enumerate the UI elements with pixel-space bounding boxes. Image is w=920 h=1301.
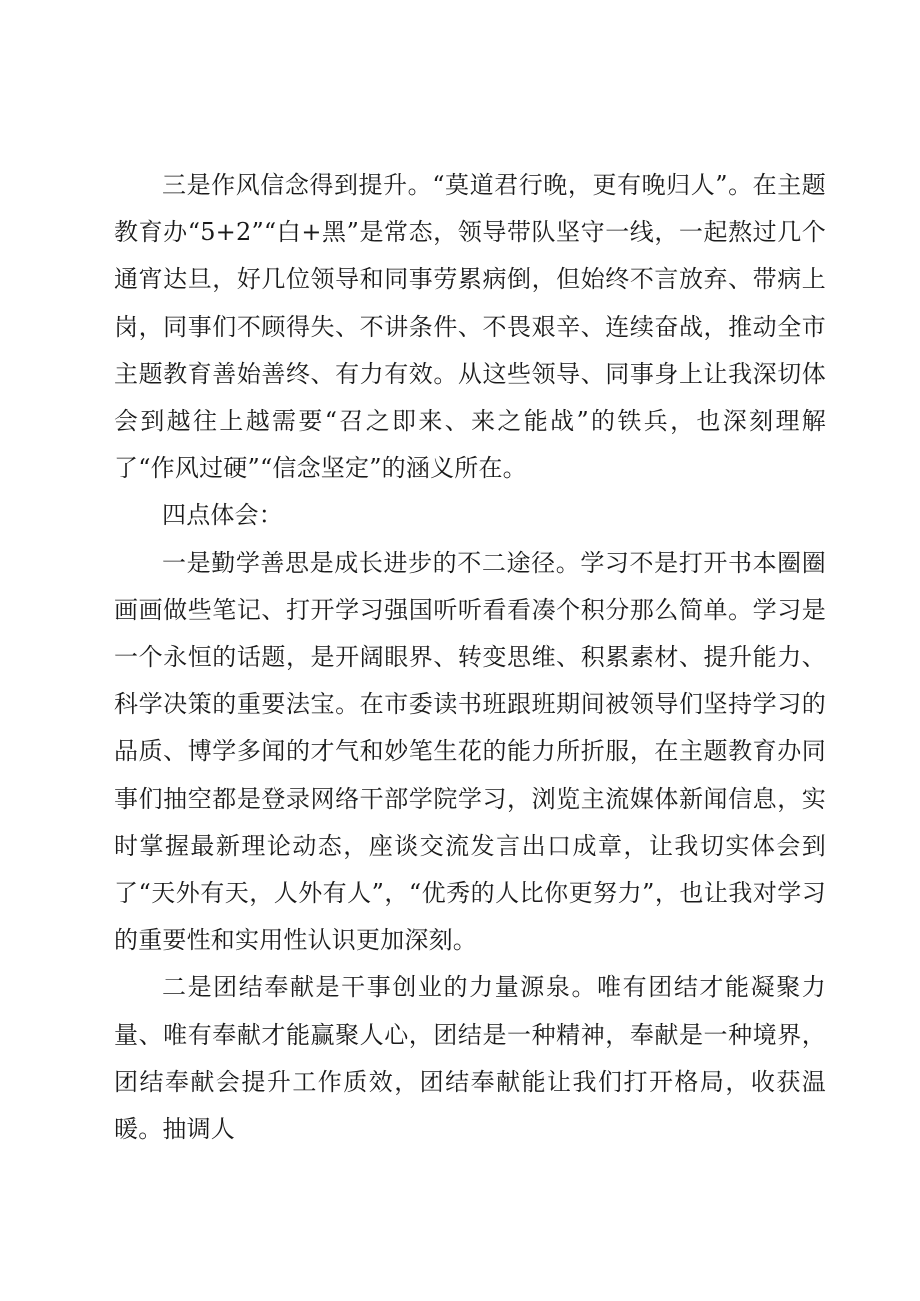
paragraph-diligent-study: 一是勤学善思是成长进步的不二途径。学习不是打开书本圈圈画画做些笔记、打开学习强国听听看看凑个积分那么简单。学习是一个永恒的话题，是开阔眼界、转变思维、积累素材、提升能力、科学决策的重要法宝。在市委读书班跟班期间被领导们坚持学习的品质、博学多闻的才气和妙笔生花的能力所折服，在主题教育办同事们抽空都是登录网络干部学院学习，浏览主流媒体新闻信息，实时掌握最新理论动态，座谈交流发言出口成章，让我切实体会到了“天外有天，人外有人”，“优秀的人比你更努力”，也让我对学习的重要性和实用性认识更加深刻。	[114, 548, 826, 955]
paragraph-work-style: 三是作风信念得到提升。“莫道君行晚，更有晚归人”。在主题教育办“5+2”“白+黑”是常态，领导带队坚守一线，一起熬过几个通宵达旦，好几位领导和同事劳累病倒，但始终不言放弃、带病上岗，同事们不顾得失、不讲条件、不畏艰辛、连续奋战，推动全市主题教育善始善终、有力有效。从这些领导、同事身上让我深切体会到越往上越需要“召之即来、来之能战”的铁兵，也深刻理解了“作风过硬”“信念坚定”的涵义所在。	[114, 171, 826, 483]
document-body	[114, 162, 826, 1153]
paragraph-unity-dedication: 二是团结奉献是干事创业的力量源泉。唯有团结才能凝聚力量、唯有奉献才能赢聚人心，团结是一种精神，奉献是一种境界，团结奉献会提升工作质效，团结奉献能让我们打开格局，收获温暖。抽调人	[114, 973, 826, 1144]
paragraph-four-insights-heading: 四点体会：	[162, 501, 283, 530]
